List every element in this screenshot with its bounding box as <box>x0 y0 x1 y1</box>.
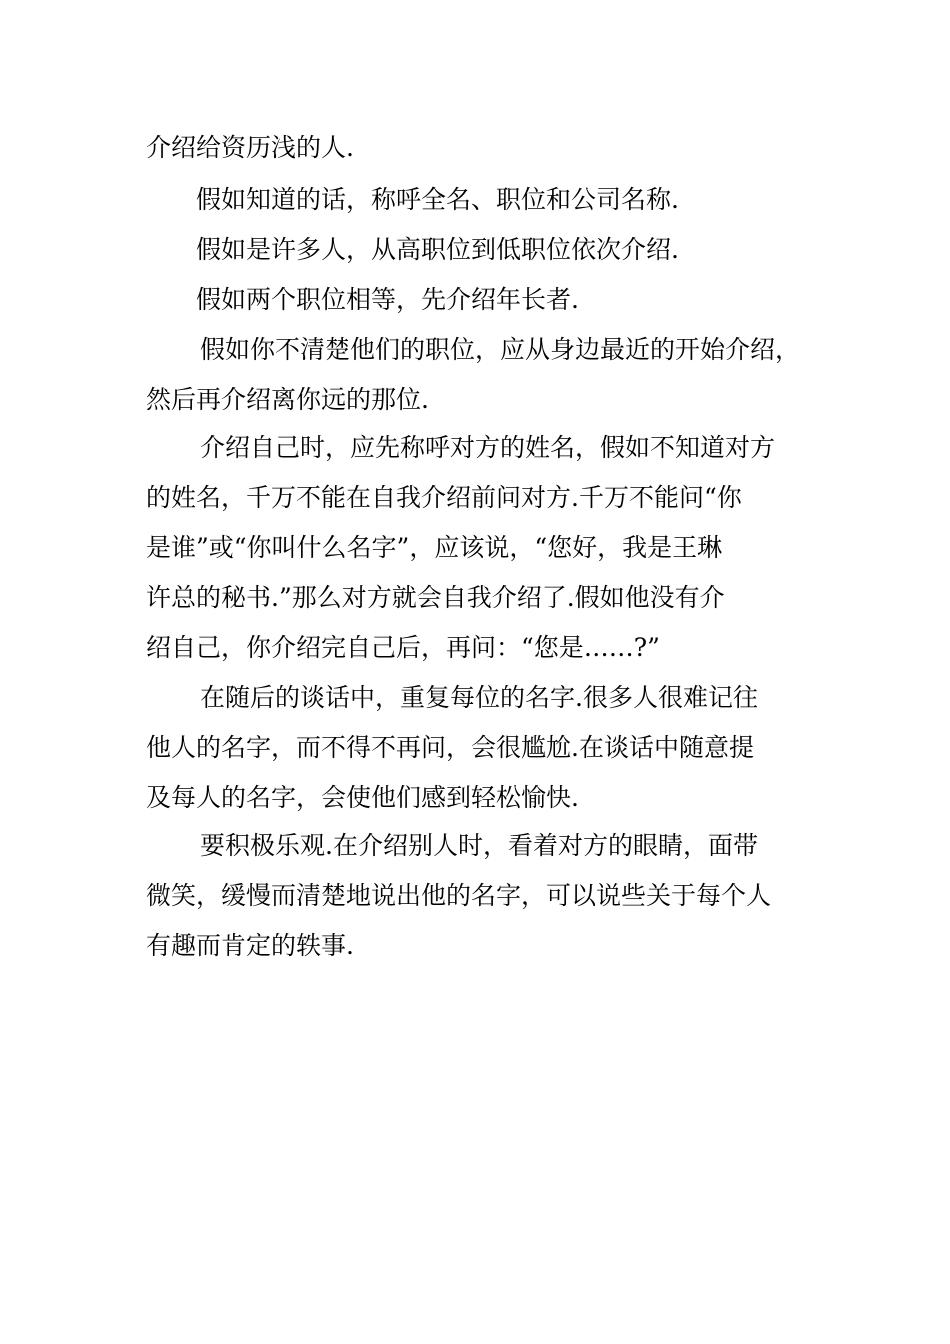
text-line: 及每人的名字，会使他们感到轻松愉快. <box>146 783 579 812</box>
text-line: 假如你不清楚他们的职位，应从身边最近的开始介绍， <box>200 335 801 364</box>
paragraph-line <box>0 330 950 370</box>
paragraph-line <box>0 628 950 668</box>
text-line: 是谁”或“你叫什么名字”，应该说，“您好，我是王琳 <box>146 533 723 562</box>
paragraph-3 <box>0 230 950 270</box>
text-line: 介绍自己时，应先称呼对方的姓名，假如不知道对方 <box>200 433 776 462</box>
paragraph-line <box>0 428 950 468</box>
text-line: 的姓名，千万不能在自我介绍前问对方.千万不能问“你 <box>146 483 742 512</box>
text-line: 假如是许多人，从高职位到低职位依次介绍. <box>196 235 679 264</box>
text-line: 绍自己，你介绍完自己后，再问：“您是……?” <box>146 633 660 662</box>
text-line: 要积极乐观.在介绍别人时，看着对方的眼睛，面带 <box>200 831 758 860</box>
paragraph-line <box>0 876 950 916</box>
paragraph-line <box>0 728 950 768</box>
text-line: 微笑，缓慢而清楚地说出他的名字，可以说些关于每个人 <box>146 881 772 910</box>
text-line: 在随后的谈话中，重复每位的名字.很多人很难记往 <box>200 683 758 712</box>
text-line: 介绍给资历浅的人. <box>146 133 354 162</box>
paragraph-1 <box>0 128 950 168</box>
paragraph-line <box>0 826 950 866</box>
text-line: 他人的名字，而不得不再问，会很尴尬.在谈话中随意提 <box>146 733 754 762</box>
paragraph-line <box>0 478 950 518</box>
text-line: 许总的秘书.”那么对方就会自我介绍了.假如他没有介 <box>146 583 725 612</box>
text-line: 有趣而肯定的轶事. <box>146 931 354 960</box>
text-line: 然后再介绍离你远的那位. <box>146 385 429 414</box>
paragraph-line <box>0 528 950 568</box>
paragraph-line <box>0 678 950 718</box>
paragraph-line <box>0 926 950 966</box>
paragraph-4 <box>0 280 950 320</box>
text-line: 假如知道的话，称呼全名、职位和公司名称. <box>196 185 679 214</box>
paragraph-line <box>0 380 950 420</box>
text-line: 假如两个职位相等，先介绍年长者. <box>196 285 579 314</box>
paragraph-line <box>0 778 950 818</box>
paragraph-line <box>0 578 950 618</box>
paragraph-2 <box>0 180 950 220</box>
